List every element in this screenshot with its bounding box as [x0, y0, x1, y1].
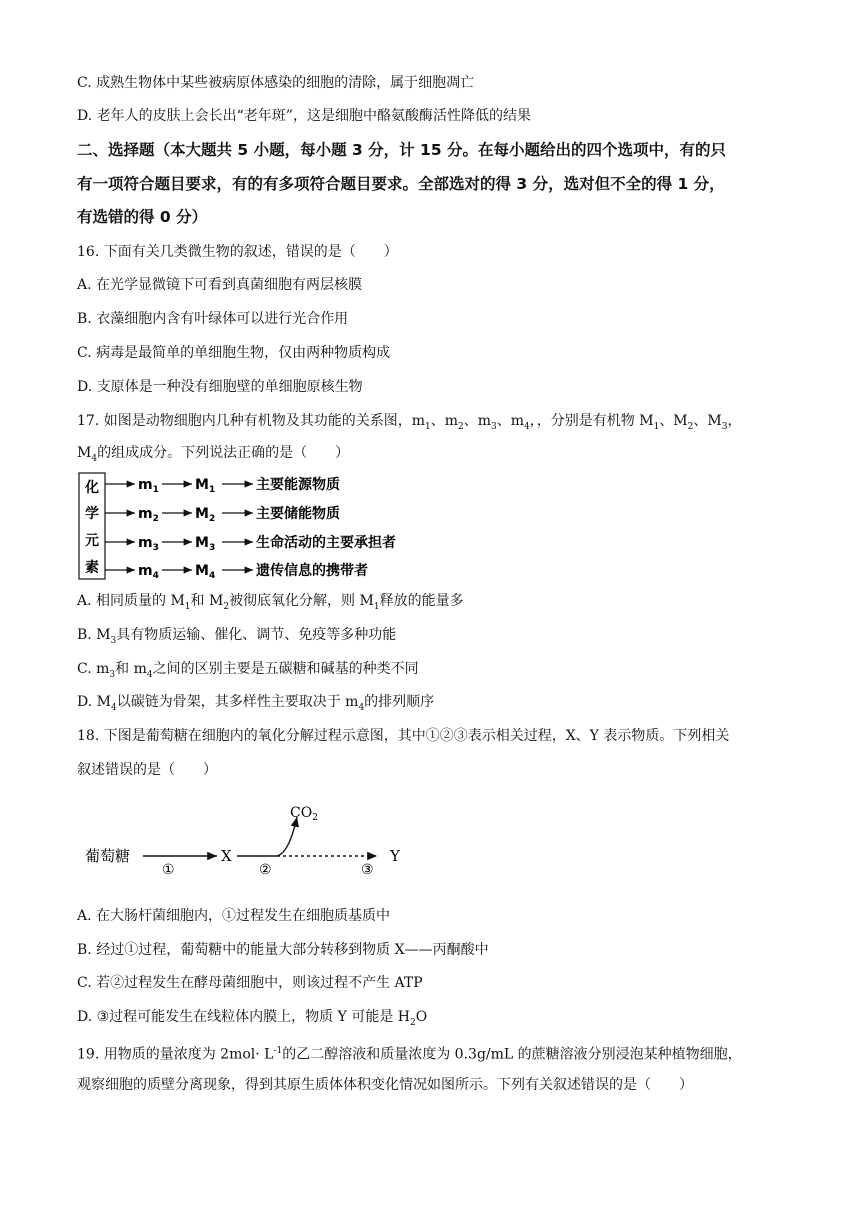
q15-option-d: D. 老年人的皮肤上会长出“老年斑”，这是细胞中酪氨酸酶活性降低的结果	[77, 108, 531, 124]
q17-stem-line2: $M_4$的组成成分。下列说法正确的是（ ）	[77, 445, 350, 464]
q16-option-a: A. 在光学显微镜下可看到真菌细胞有两层核膜	[77, 277, 363, 293]
svg-text:m4: $m_4$	[138, 563, 159, 581]
step-1-label: ①	[162, 862, 175, 878]
co2-label: $CO_2$	[290, 805, 318, 823]
q17-option-a: A. 相同质量的 $M_1$和 $M_2$被彻底氧化分解，则 $M_1$释放的能量多	[77, 593, 464, 612]
row-2	[105, 505, 340, 524]
q18-option-a: A. 在大肠杆菌细胞内，①过程发生在细胞质基质中	[77, 908, 391, 924]
q17-option-c: C. $m_3$和 $m_4$之间的区别主要是五碳糖和碱基的种类不同	[77, 661, 419, 680]
box-char-3: 元	[85, 533, 99, 549]
svg-text:主要储能物质: 主要储能物质	[256, 506, 340, 522]
q17-option-d: D. $M_4$以碳链为骨架，其多样性主要取决于 $m_4$的排列顺序	[77, 694, 435, 713]
q16-option-b: B. 衣藻细胞内含有叶绿体可以进行光合作用	[77, 311, 349, 327]
q16-option-c: C. 病毒是最简单的单细胞生物，仅由两种物质构成	[77, 345, 391, 361]
step-2-label: ②	[259, 862, 272, 878]
co2-branch-arrow	[277, 817, 297, 856]
x-label: X	[221, 847, 232, 865]
svg-text:m1: $m_1$	[138, 477, 159, 495]
q17-option-b: B. $M_3$具有物质运输、催化、调节、免疫等多种功能	[77, 627, 397, 646]
q18-option-b: B. 经过①过程，葡萄糖中的能量大部分转移到物质 X——丙酮酸中	[77, 942, 489, 958]
row-3	[105, 534, 396, 553]
q18-option-d: D. ③过程可能发生在线粒体内膜上，物质 Y 可能是 $H_2O$	[77, 1009, 428, 1028]
glucose-label: 葡萄糖	[85, 847, 131, 865]
q18-stem-line1: 18. 下图是葡萄糖在细胞内的氧化分解过程示意图，其中①②③表示相关过程，X、Y 表示物质。下列相关	[77, 728, 730, 744]
svg-text:M2: $M_2$	[195, 506, 216, 524]
y-label: Y	[390, 847, 400, 865]
box-char-1: 化	[85, 480, 99, 496]
section2-heading-line1: 二、选择题（本大题共 5 小题，每小题 3 分，计 15 分。在每小题给出的四个选项中，有的只	[77, 141, 727, 159]
svg-text:M3: $M_3$	[195, 535, 216, 553]
row-1	[105, 476, 340, 495]
box-char-4: 素	[85, 560, 99, 576]
svg-text:生命活动的主要承担者: 生命活动的主要承担者	[256, 535, 396, 551]
svg-text:m2: $m_2$	[138, 506, 159, 524]
q17-stem-line1: 17. 如图是动物细胞内几种有机物及其功能的关系图，$m_1$、$m_2$、$m_3$、$m_4$，，分别是有机物 $M_1$、$M_2$、$M_3$，	[77, 413, 742, 432]
section2-heading-line3: 有选错的得 0 分）	[77, 208, 208, 226]
q18-stem-line2: 叙述错误的是（ ）	[77, 762, 217, 778]
q19-stem-line2: 观察细胞的质壁分离现象，得到其原生质体体积变化情况如图所示。下列有关叙述错误的是（ ）	[77, 1077, 693, 1093]
box-char-2: 学	[85, 506, 99, 522]
section2-heading-line2: 有一项符合题目要求，有的有多项符合题目要求。全部选对的得 3 分，选对但不全的得 1 分，	[77, 175, 725, 193]
q18-glucose-pathway-diagram	[77, 795, 422, 880]
row-4	[105, 562, 368, 581]
step-3-label: ③	[361, 862, 374, 878]
svg-text:遗传信息的携带者: 遗传信息的携带者	[256, 563, 368, 579]
svg-text:m3: $m_3$	[138, 535, 159, 553]
svg-text:主要能源物质: 主要能源物质	[256, 477, 340, 493]
q18-option-c: C. 若②过程发生在酵母菌细胞中，则该过程不产生 ATP	[77, 975, 423, 991]
q15-option-c: C. 成熟生物体中某些被病原体感染的细胞的清除，属于细胞凋亡	[77, 75, 475, 91]
q19-stem-line1: 19. 用物质的量浓度为 $2mol\cdot L^{-1}$的乙二醇溶液和质量浓度为 0.3g/mL 的蔗糖溶液分别浸泡某种植物细胞，	[77, 1046, 742, 1063]
q16-stem: 16. 下面有关几类微生物的叙述，错误的是（ ）	[77, 244, 398, 260]
svg-text:M4: $M_4$	[195, 563, 216, 581]
q17-organic-matter-diagram	[77, 470, 397, 582]
svg-text:M1: $M_1$	[195, 477, 216, 495]
q16-option-d: D. 支原体是一种没有细胞壁的单细胞原核生物	[77, 379, 363, 395]
